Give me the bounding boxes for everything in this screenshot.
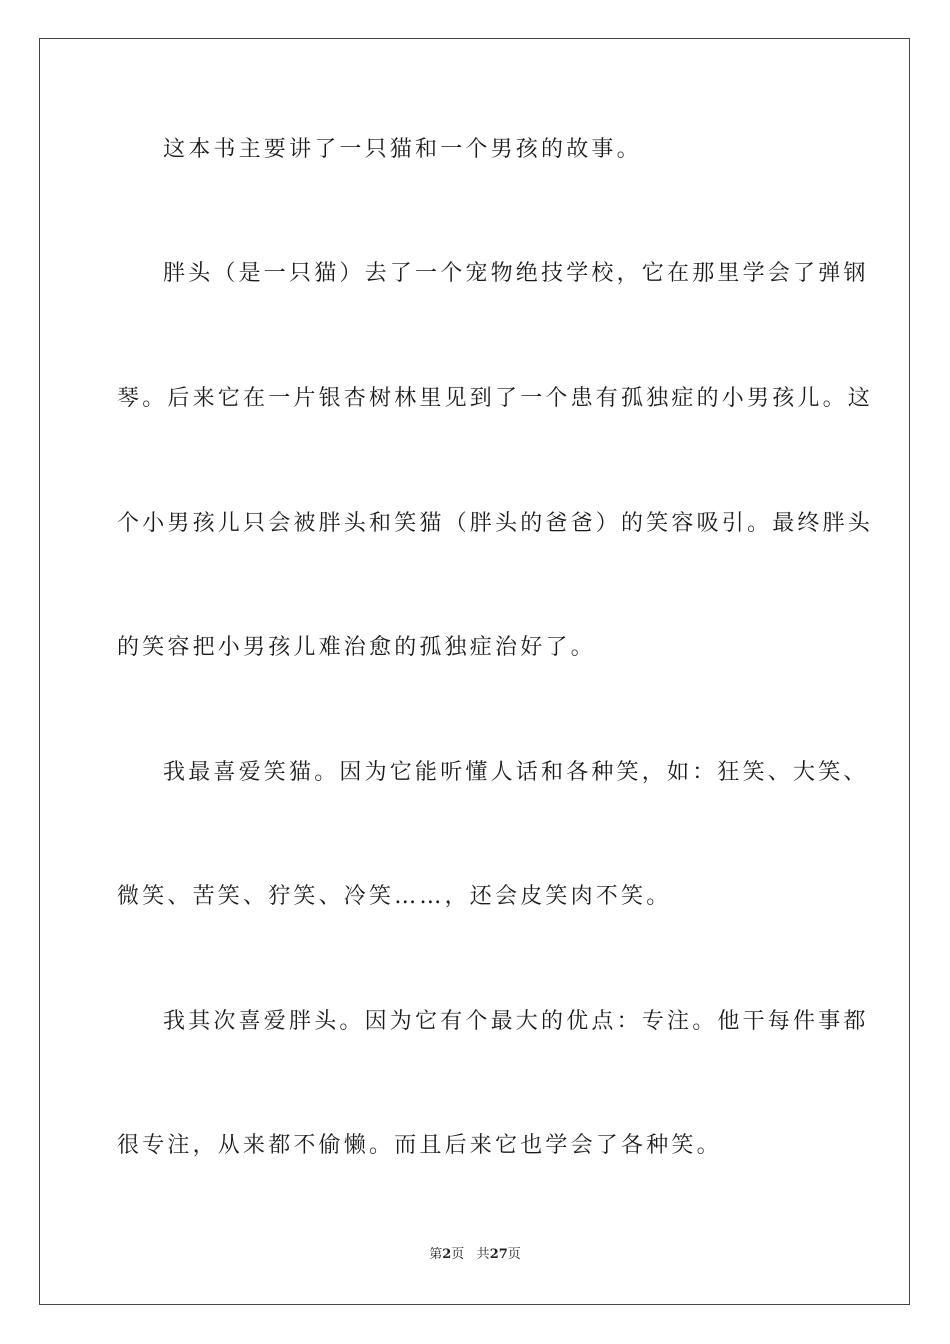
page-border <box>39 38 910 1305</box>
paragraph-3-line-2: 微笑、苦笑、狞笑、冷笑……，还会皮笑肉不笑。 <box>117 884 672 909</box>
paragraph-2-line-2: 琴。后来它在一片银杏树林里见到了一个患有孤独症的小男孩儿。这 <box>117 386 874 411</box>
paragraph-3-line-1: 我最喜爱笑猫。因为它能听懂人话和各种笑，如：狂笑、大笑、 <box>163 760 869 785</box>
page-suffix: 页 <box>451 1247 465 1262</box>
page-prefix: 第 <box>429 1247 443 1262</box>
paragraph-2-line-3: 个小男孩儿只会被胖头和笑猫（胖头的爸爸）的笑容吸引。最终胖头 <box>117 511 874 536</box>
paragraph-4-line-1: 我其次喜爱胖头。因为它有个最大的优点：专注。他干每件事都 <box>163 1009 869 1034</box>
page-number: 2 <box>442 1247 452 1262</box>
total-prefix: 共 <box>476 1247 490 1262</box>
paragraph-4-line-2: 很专注，从来都不偷懒。而且后来它也学会了各种笑。 <box>117 1133 722 1158</box>
page-footer <box>0 1246 950 1264</box>
paragraph-2-line-4: 的笑容把小男孩儿难治愈的孤独症治好了。 <box>117 635 596 660</box>
total-suffix: 页 <box>507 1247 521 1262</box>
paragraph-2-line-1: 胖头（是一只猫）去了一个宠物绝技学校，它在那里学会了弹钢 <box>163 261 869 286</box>
paragraph-1-line-1: 这本书主要讲了一只猫和一个男孩的故事。 <box>163 137 642 162</box>
total-pages: 27 <box>489 1247 508 1262</box>
